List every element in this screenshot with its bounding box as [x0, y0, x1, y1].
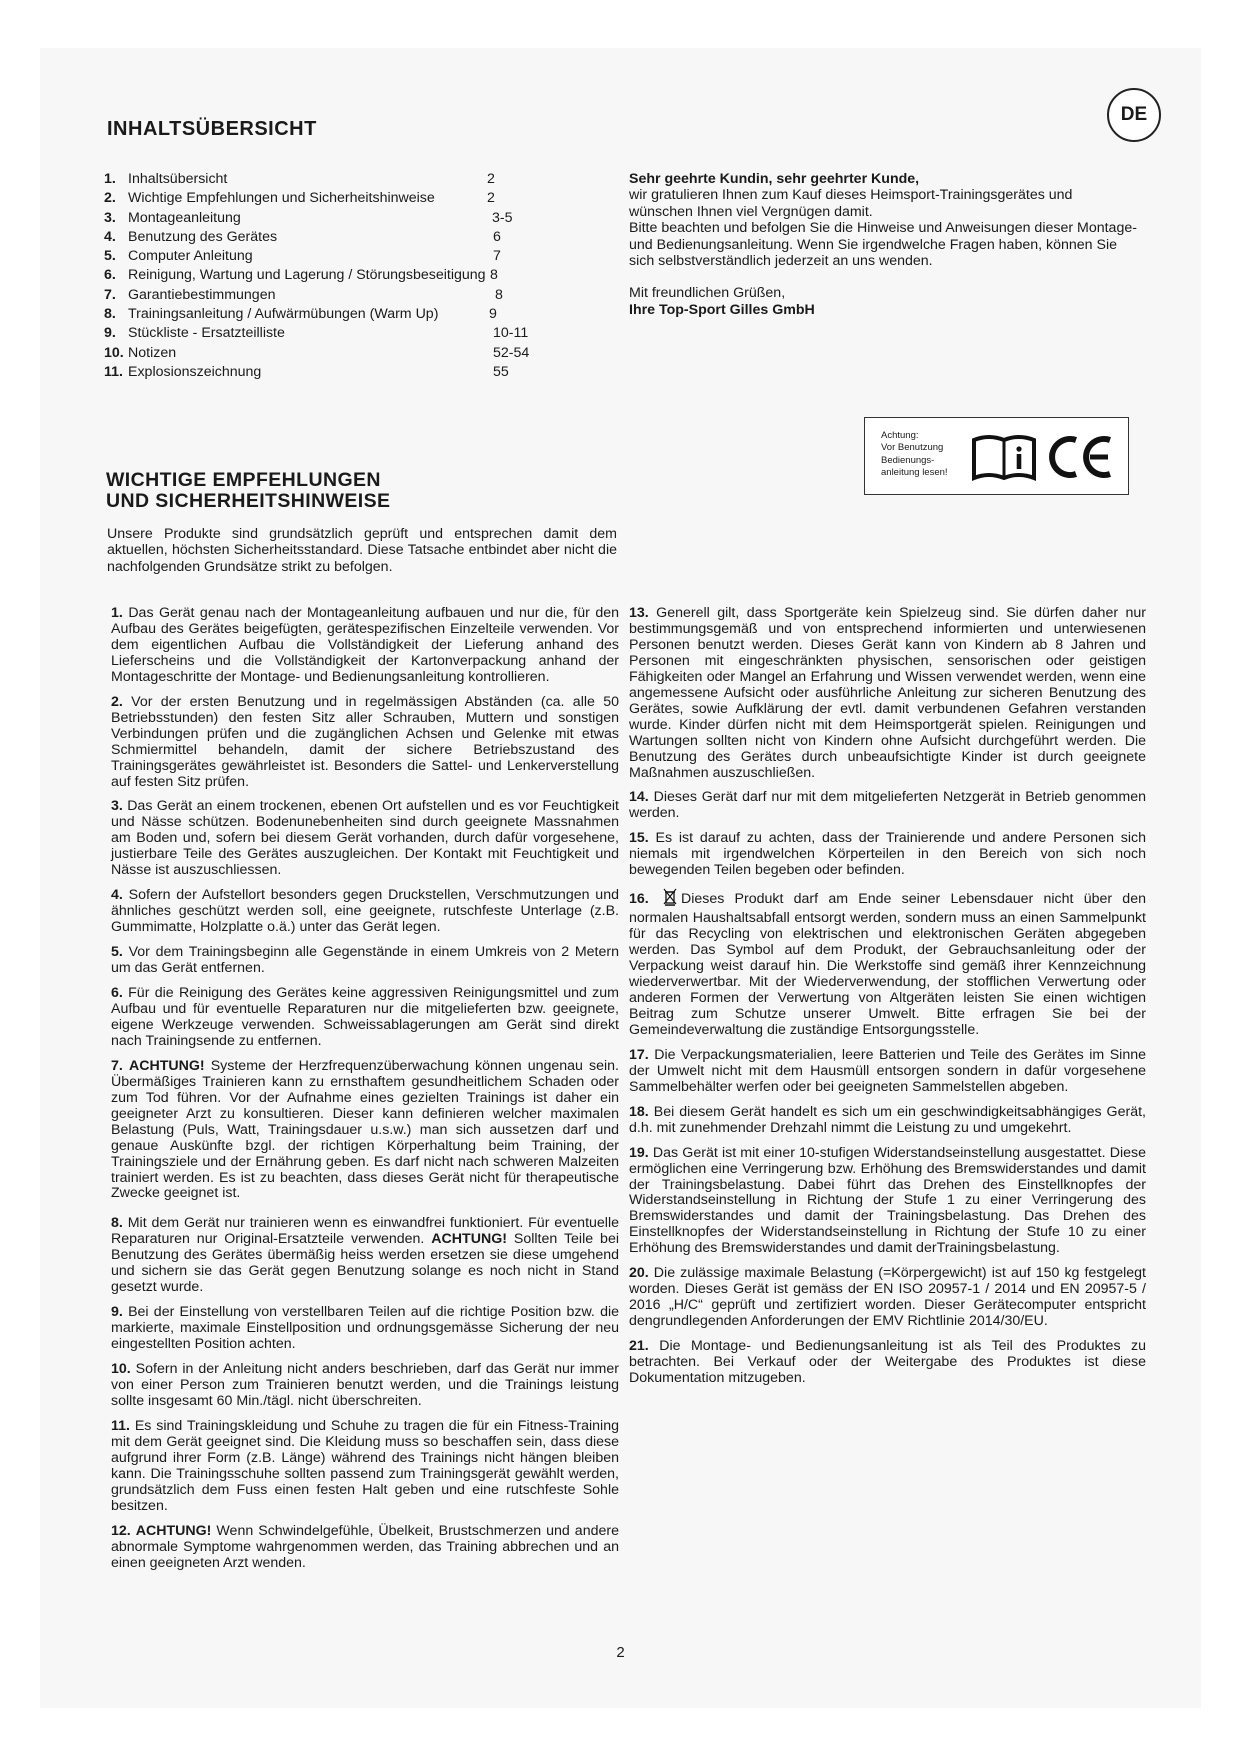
safety-item: [629, 1048, 1146, 1096]
safety-item-number: 12.: [111, 1522, 131, 1539]
safety-item-number: 2.: [111, 693, 123, 710]
safety-column-right: [629, 606, 1146, 1396]
safety-heading: [106, 470, 390, 511]
safety-item-warning: ACHTUNG!: [128, 1057, 205, 1074]
safety-item-text: Vor der ersten Benutzung und in regelmässigen Abständen (ca. alle 50 Betriebsstunden) den festen Sitz aller Schrauben, Muttern und sonstigen Verbindungen prüfen und die zugänglichen Achsen und Gelenke mit etwas Schmiermittel behandeln, damit der sichere Betriebszustand des Trainingsgerätes gewährleistet ist. Besonders die Sattel- und Lenkerverstellung auf festen Sitz prüfen.: [111, 693, 619, 790]
greeting-company: Ihre Top-Sport Gilles GmbH: [629, 301, 815, 318]
toc-item-number: 6.: [104, 267, 116, 284]
safety-item-text: Dieses Gerät darf nur mit dem mitgelieferten Netzgerät in Betrieb genommen werden.: [629, 789, 1146, 822]
safety-item-warning: ACHTUNG!: [135, 1522, 212, 1539]
safety-item: [111, 888, 619, 936]
safety-item: [629, 1266, 1146, 1330]
toc-item: [104, 247, 604, 266]
safety-item-number: 3.: [111, 798, 123, 815]
safety-item-number: 9.: [111, 1304, 123, 1321]
safety-item-number: 13.: [629, 605, 649, 621]
safety-item: [111, 986, 619, 1050]
warning-line: Bedienungs-: [881, 454, 935, 466]
safety-item: [111, 1362, 619, 1410]
safety-item-number: 16.: [629, 891, 649, 908]
safety-item-text: Mit dem Gerät nur trainieren wenn es einwandfrei funktioniert. Für eventuelle Reparaturen nur Original-Ersatzteile verwenden.: [111, 1215, 619, 1248]
language-badge: DE: [1107, 88, 1161, 142]
safety-item-number: 8.: [111, 1215, 123, 1232]
safety-item: [111, 799, 619, 879]
toc-item: [104, 266, 604, 285]
toc-item-page: 9: [489, 306, 497, 323]
safety-item-number: 17.: [629, 1046, 649, 1063]
warning-line: Achtung:: [881, 430, 919, 441]
safety-item-text: Es sind Trainingskleidung und Schuhe zu tragen die für ein Fitness-Training mit dem Gerät geeignet sind. Die Kleidung muss so beschaffen sein, dass diese aufgrund ihrer Form (z.B. Länge) während des Trainings nicht hängen bleiben kann. Die Trainingsschuhe sollten passend zum Trainingsgerät gewählt werden, grundsätzlich dem Fuss einen festen Halt geben und eine rutschfeste Sohle besitzen.: [111, 1417, 619, 1514]
ce-mark-icon: [1046, 434, 1116, 480]
safety-item: [111, 1216, 619, 1296]
safety-item: [629, 1105, 1146, 1137]
toc-item-label: Notizen: [128, 344, 177, 361]
safety-item-text: Vor dem Trainingsbeginn alle Gegenstände in einem Umkreis von 2 Metern um das Gerät entfernen.: [111, 944, 619, 977]
safety-item: [111, 1059, 619, 1203]
safety-item-text: Für die Reinigung des Gerätes keine aggressiven Reinigungsmittel und zum Aufbau und für eventuelle Reparaturen nur die mitgelieferten bzw. geeignete, eigene Werkzeuge verwenden. Schweissablagerungen am Gerät sind direkt nach Trainingsende zu entfernen.: [111, 985, 619, 1049]
safety-item-number: 6.: [111, 985, 123, 1002]
greeting-salutation: Sehr geehrte Kundin, sehr geehrter Kunde,: [629, 171, 920, 187]
safety-item: [111, 695, 619, 791]
safety-item: [629, 1339, 1146, 1387]
safety-item-text: Generell gilt, dass Sportgeräte kein Spielzeug sind. Sie dürfen daher nur bestimmungsgemäß und von entsprechend informierten und unterwiesenen Personen benutzt werden. Dieses Gerät kann von Kindern ab 8 Jahren und Personen mit eingeschränkten physischen, sensorischen oder geistigen Fähigkeiten oder Mangel an Erfahrung und Wissen verwendet werden, wenn eine angemessene Aufsicht oder ausführliche Anleitung zur sicheren Benutzung des Gerätes, sowie Aufklärung der evtl. damit verbundenen Gefahren verstanden wurde. Kinder dürfen nicht mit dem Heimsportgerät spielen. Reinigungen und Wartungen sollten nicht von Kindern ohne Aufsicht durchgeführt werden. Die Benutzung des Gerätes durch unbeaufsichtigte Kinder ist durch geeignete Maßnahmen auszuschließen.: [629, 605, 1146, 781]
safety-item-number: 11.: [111, 1417, 130, 1434]
safety-item-text: Sofern in der Anleitung nicht anders beschrieben, darf das Gerät nur immer von einer Person zum Trainieren benutzt werden, und die Trainings leistung sollte insgesamt 60 Min./tägl. nicht überschreiten.: [111, 1361, 619, 1409]
safety-item: [111, 1305, 619, 1353]
toc-item-number: 4.: [104, 228, 116, 245]
toc-heading: INHALTSÜBERSICHT: [107, 118, 317, 140]
toc-item: [104, 228, 604, 247]
safety-item-number: 21.: [629, 1338, 649, 1355]
safety-item-text: Die Verpackungsmaterialien, leere Batterien und Teile des Gerätes im Sinne der Umwelt nicht mit dem Hausmüll entsorgen sondern in dafür vorgesehene Sammelbehälter werfen oder bei geeigneten Sammelstellen abgeben.: [629, 1046, 1146, 1095]
toc-item-number: 1.: [104, 171, 116, 187]
toc-item-page: 3-5: [492, 209, 513, 226]
safety-item-number: 20.: [629, 1265, 649, 1282]
toc-item-label: Benutzung des Gerätes: [128, 228, 278, 245]
toc-item-label: Inhaltsübersicht: [128, 171, 228, 187]
warning-line: Vor Benutzung: [881, 442, 944, 454]
toc-item-label: Garantiebestimmungen: [128, 286, 276, 303]
safety-item-text: Es ist darauf zu achten, dass der Trainierende und andere Personen sich niemals mit irgendwelchen Körperteilen in den Bereich von sich noch bewegenden Teilen begeben oder befinden.: [629, 830, 1146, 879]
safety-item-number: 10.: [111, 1361, 131, 1378]
safety-item: [111, 1419, 619, 1515]
toc-item: [104, 170, 604, 189]
toc-item: [104, 344, 604, 363]
toc-item-label: Computer Anleitung: [128, 248, 253, 265]
toc-item: [104, 363, 604, 382]
toc-item: [104, 189, 604, 208]
safety-item: [111, 606, 619, 686]
safety-item-number: 4.: [111, 887, 123, 904]
safety-item-text: Dieses Produkt darf am Ende seiner Lebensdauer nicht über den normalen Haushaltsabfall entsorgt werden, sondern muss an einen Sammelpunkt für das Recycling von elektrischen und elektronischen Geräten abgegeben werden. Das Symbol auf dem Produkt, der Gebrauchsanleitung oder der Verpackung weist darauf hin. Die Werkstoffe sind gemäß ihrer Kennzeichnung wiederverwertbar. Mit der Wiederverwendung, der stofflichen Verwertung oder anderen Formen der Verwertung von Altgeräten leisten Sie einen wichtigen Beitrag zum Schutze unserer Umwelt. Bitte erfragen Sie bei der Gemeindeverwaltung die zuständige Entsorgungsstelle.: [629, 891, 1146, 1038]
safety-item-text: Bei diesem Gerät handelt es sich um ein geschwindigkeitsabhängiges Gerät, d.h. mit zunehmender Drehzahl nimmt die Leistung zu und umgekehrt.: [629, 1103, 1146, 1136]
safety-item-text: Systeme der Herzfrequenzüberwachung können ungenau sein. Übermäßiges Trainieren kann zu ernsthaftem gesundheitlichem Schaden oder zum Tod führen. Vor der Aufnahme eines gezielten Trainings ist daher ein geeigneter Arzt zu konsultieren. Dieser kann definieren welcher maximalen Belastung (Puls, Watt, Trainingsdauer u.s.w.) man sich aussetzen darf und genaue Auskünfte bzgl. der richtigen Körperhaltung beim Training, der Trainingsziele und der Ernährung geben. Es darf nicht nach schweren Malzeiten trainiert werden. Es ist zu beachten, dass dieses Gerät nicht für therapeutische Zwecke geeignet ist.: [111, 1057, 619, 1202]
safety-intro: Unsere Produkte sind grundsätzlich geprüft und entsprechen damit dem aktuellen, höchsten Sicherheitsstandard. Diese Tatsache entbindet aber nicht die nachfolgenden Grundsätze strikt zu befolgen.: [107, 526, 617, 575]
toc-item-number: 7.: [104, 286, 116, 303]
greeting-paragraph-1: wir gratulieren Ihnen zum Kauf dieses Heimsport-Trainingsgerätes und wünschen Ihnen viel Vergnügen damit.: [629, 187, 1073, 220]
safety-item-number: 14.: [629, 789, 649, 806]
toc-item-number: 10.: [104, 344, 124, 361]
toc-item-page: 8: [490, 267, 498, 284]
safety-item-text: Die zulässige maximale Belastung (=Körpergewicht) ist auf 150 kg festgelegt worden. Dieses Gerät ist gemäss der EN ISO 20957-1 / 2014 und EN 20957-5 / 2016 „H/C“ geprüft und zertifiziert worden. Dieser Gerätecomputer entspricht dengrundlegenden Anforderungen der EMV Richtlinie 2014/30/EU.: [629, 1265, 1146, 1330]
safety-item: [629, 831, 1146, 879]
table-of-contents: [104, 170, 604, 382]
manual-book-info-icon: [971, 432, 1037, 482]
toc-item: [104, 305, 604, 324]
safety-item-text: Sofern der Aufstellort besonders gegen Druckstellen, Verschmutzungen und ähnliches geschützt werden soll, eine geeignete, rutschfeste Unterlage (z.B. Gummimatte, Holzplatte o.ä.) unter das Gerät legen.: [111, 887, 619, 936]
toc-item-page: 8: [495, 286, 503, 303]
safety-item: [629, 606, 1146, 781]
page-number: 2: [616, 1644, 625, 1661]
safety-item: [111, 1524, 619, 1572]
toc-item-page: 2: [487, 190, 495, 207]
toc-item-number: 3.: [104, 209, 116, 226]
safety-item: [629, 790, 1146, 822]
safety-item-text: Die Montage- und Bedienungsanleitung ist als Teil des Produktes zu betrachten. Bei Verkauf oder der Weitergabe des Produktes ist diese Dokumentation mitzugeben.: [629, 1338, 1146, 1386]
toc-item-label: Montageanleitung: [128, 209, 241, 226]
safety-item-warning: ACHTUNG!: [431, 1231, 507, 1248]
safety-item-text: Sollten Teile bei Benutzung des Gerätes übermäßig heiss werden ersetzen sie diese umgehend und sichern sie das Gerät gegen Benutzung solange es noch nicht in Stand gesetzt wurde.: [111, 1231, 619, 1296]
safety-item: [629, 1146, 1146, 1258]
greeting-paragraph-2: Bitte beachten und befolgen Sie die Hinweise und Anweisungen dieser Montage- und Bedienungsanleitung. Wenn Sie irgendwelche Fragen haben, können Sie sich selbstverständlich jederzeit an uns wenden.: [629, 220, 1137, 270]
toc-item: [104, 209, 604, 228]
toc-item-number: 11.: [104, 363, 123, 380]
toc-item-page: 7: [493, 248, 501, 265]
crossed-out-bin-icon: [663, 888, 677, 911]
safety-item-text: Das Gerät ist mit einer 10-stufigen Widerstandseinstellung ausgestattet. Diese ermöglichen eine Verringerung bzw. Erhöhung des Bremswiderstandes und damit der Trainingsbelastung. Dabei führt das Drehen des Einstellknopfes der Widerstandseinstellung in Richtung der Stufe 1 zu einer Verringerung des Bremswiderstandes und damit der Trainingsbelastung. Das Drehen des Einstellknopfes der Widerstandseinstellung in Richtung der Stufe 10 zu einer Erhöhung des Bremswiderstandes und damit derTrainingsbelastung.: [629, 1144, 1146, 1257]
warning-label-text: [881, 430, 971, 479]
safety-item-number: 18.: [629, 1103, 649, 1120]
toc-item-number: 8.: [104, 306, 116, 323]
safety-item: [111, 945, 619, 977]
toc-item-label: Reinigung, Wartung und Lagerung / Störungsbeseitigung: [128, 267, 486, 284]
safety-item: [629, 888, 1146, 1039]
toc-item-label: Wichtige Empfehlungen und Sicherheitshinweise: [128, 190, 435, 207]
safety-item-text: Das Gerät genau nach der Montageanleitung aufbauen und nur die, für den Aufbau des Gerätes beigefügten, gerätespezifischen Einzelteile verwenden. Vor dem eigentlichen Aufbau die Vollständigkeit der Lieferung anhand des Lieferscheins und die Vollständigkeit der Kartonverpackung anhand der Montageschritte der Montage- und Bedienungsanleitung kontrollieren.: [111, 605, 619, 685]
safety-item-number: 5.: [111, 944, 123, 961]
toc-item-page: 52-54: [493, 344, 530, 361]
greeting-block: [629, 171, 1139, 318]
safety-item-number: 1.: [111, 605, 123, 621]
toc-item-page: 55: [493, 363, 509, 380]
safety-item-number: 19.: [629, 1144, 649, 1161]
safety-heading-line-1: WICHTIGE EMPFEHLUNGEN: [106, 469, 381, 491]
toc-item-label: Stückliste - Ersatzteilliste: [128, 325, 285, 342]
safety-column-left: [111, 606, 619, 1580]
toc-item-number: 2.: [104, 190, 116, 207]
safety-item-text: Das Gerät an einem trockenen, ebenen Ort aufstellen und es vor Feuchtigkeit und Nässe schützen. Bodenunebenheiten sind durch geeignete Massnahmen am Boden und, sofern bei diesem Gerät vorhanden, durch dafür vorgesehene, justierbare Teile des Gerätes auszugleichen. Der Kontakt mit Feuchtigkeit und Nässe ist auszuschliessen.: [111, 798, 619, 879]
safety-item-number: 15.: [629, 830, 649, 847]
toc-item-number: 5.: [104, 248, 116, 265]
safety-item-text: Wenn Schwindelgefühle, Übelkeit, Brustschmerzen und andere abnormale Symptome wahrgenommen werden, das Training abbrechen und an einen geeigneten Arzt wenden.: [111, 1522, 619, 1571]
toc-item-label: Trainingsanleitung / Aufwärmübungen (Warm Up): [128, 306, 439, 323]
toc-item-number: 9.: [104, 325, 116, 342]
safety-heading-line-2: UND SICHERHEITSHINWEISE: [106, 489, 391, 512]
safety-item-number: 7.: [111, 1057, 123, 1074]
toc-item-page: 10-11: [493, 325, 529, 342]
warning-line: anleitung lesen!: [881, 466, 948, 478]
toc-item-page: 6: [493, 228, 501, 245]
warning-label-box: [864, 417, 1129, 495]
toc-item-page: 2: [487, 171, 495, 187]
toc-item: [104, 286, 604, 305]
safety-item-text: Bei der Einstellung von verstellbaren Teilen auf die richtige Position bzw. die markierte, maximale Einstellposition und ordnungsgemässe Sicherung der neu eingestellten Position achten.: [111, 1304, 620, 1353]
toc-item: [104, 324, 604, 343]
toc-item-label: Explosionszeichnung: [128, 363, 262, 380]
greeting-closing: Mit freundlichen Grüßen,: [629, 285, 786, 302]
